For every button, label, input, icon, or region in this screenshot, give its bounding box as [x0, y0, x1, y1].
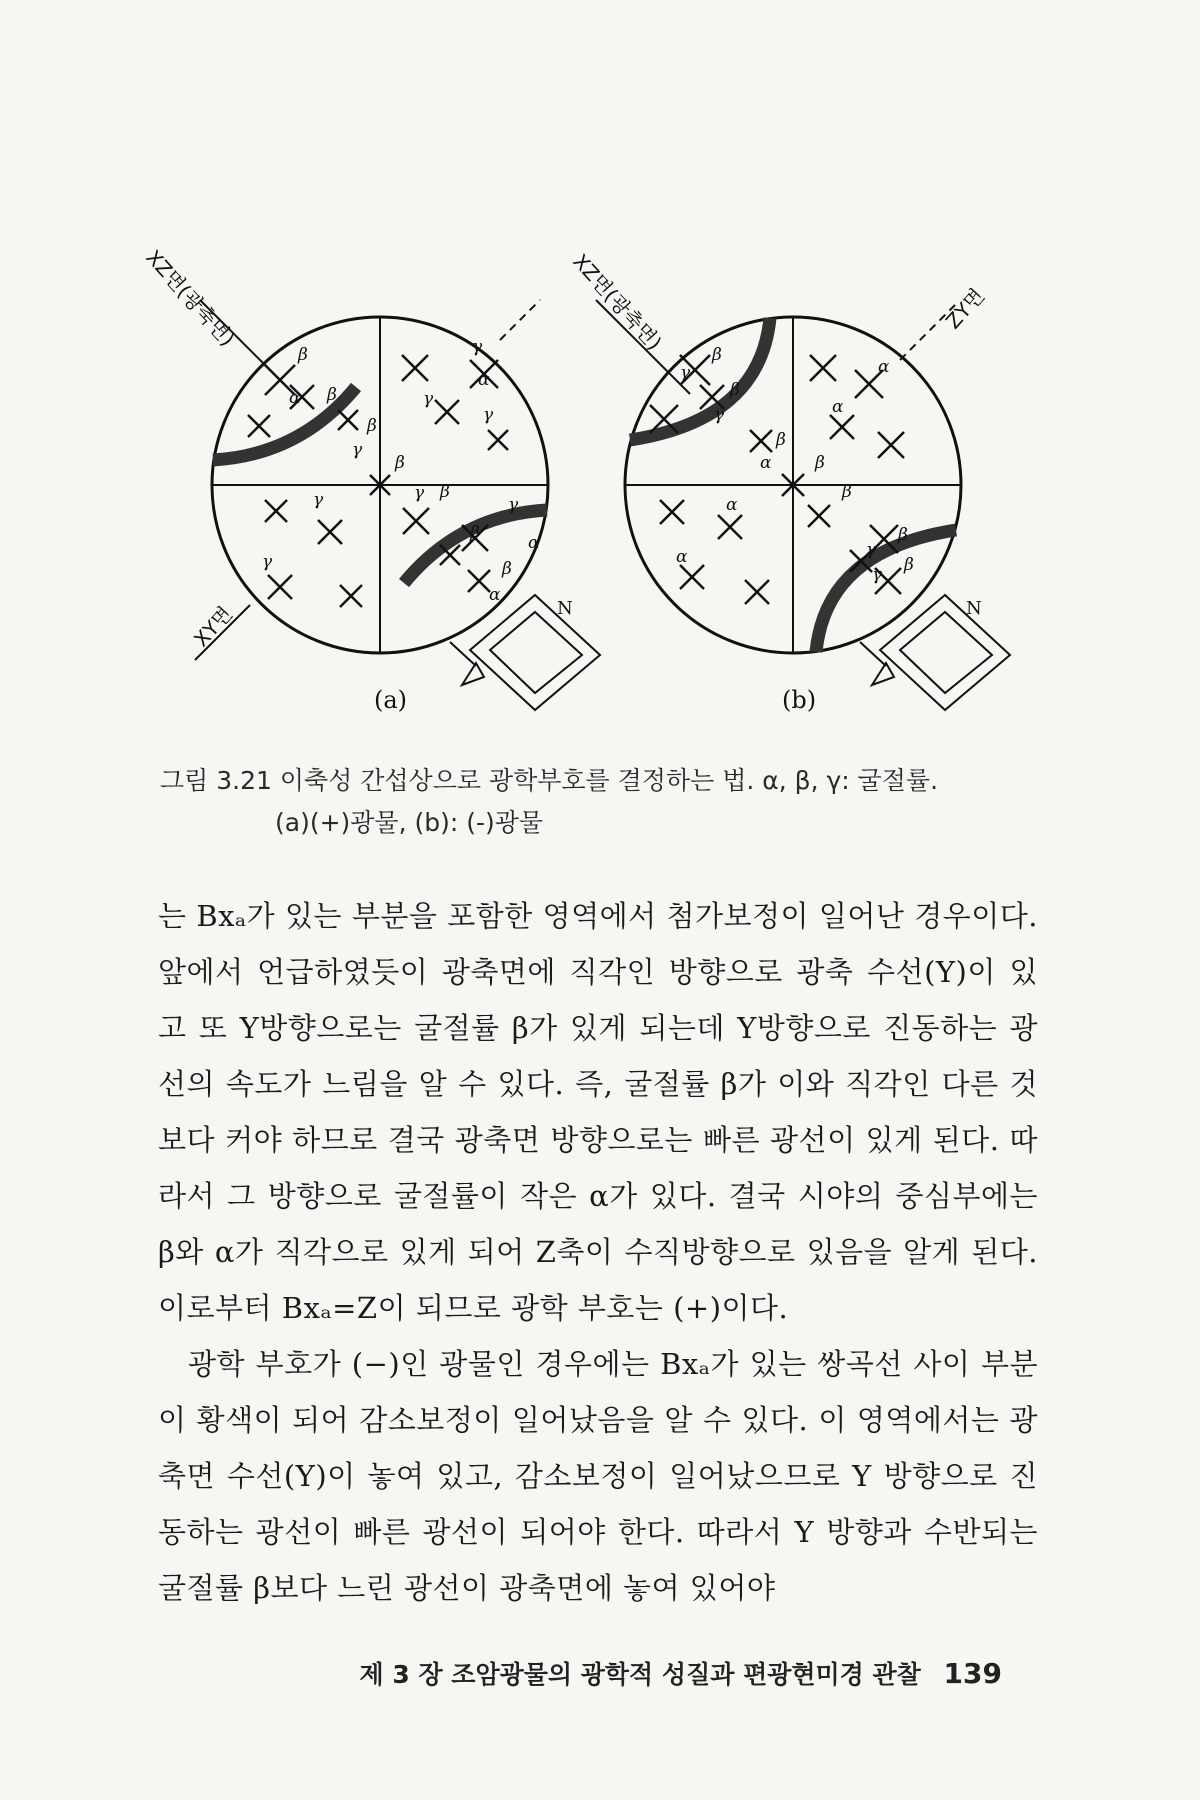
gamma-label: γ: [508, 495, 519, 515]
paragraph: 는 Bxₐ가 있는 부분을 포함한 영역에서 첨가보정이 일어난 경우이다. 앞에서 언급하였듯이 광축면에 직각인 방향으로 광축 수선(Y)이 있고 또 Y방향으로는 굴절률 β가 있게 되는데 Y방향으로 진동하는 광선의 속도가 느림을 알 수 있다. 즉, 굴절률 β가 이와 직각인 다른 것보다 커야 하므로 결국 광축면 방향으로는 빠른 광선이 있게 된다. 따라서 그 방향으로 굴절률이 작은 α가 있다. 결국 시야의 중심부에는 β와 α가 직각으로 있게 되어 Z축이 수직방향으로 있음을 알게 된다. 이로부터 Bxₐ=Z이 되므로 광학 부호는 (+)이다.: [158, 899, 1038, 1325]
panel-a-greek: [262, 337, 540, 605]
compass-label-b: N: [966, 598, 982, 619]
alpha-label: α: [478, 370, 490, 390]
beta-label: β: [842, 482, 852, 502]
panel-b-label: (b): [782, 686, 817, 714]
beta-label: β: [395, 453, 405, 473]
panel-a: [195, 300, 600, 710]
gamma-label: γ: [423, 389, 434, 409]
gamma-label: γ: [352, 440, 363, 460]
beta-label: β: [815, 453, 825, 473]
alpha-label: α: [726, 495, 738, 515]
beta-label: β: [776, 430, 786, 450]
xy-plane-label-a: XY면: [188, 601, 237, 652]
figure-3-21: [0, 0, 1200, 760]
gamma-label: γ: [714, 405, 725, 425]
page-number: 139: [943, 1657, 1002, 1690]
compass-label-a: N: [557, 598, 573, 619]
caption-line-2: (a)(+)광물, (b): (-)광물: [275, 808, 544, 837]
gamma-label: γ: [483, 405, 494, 425]
isogyre-lower-right-a: [404, 510, 547, 583]
gamma-label: γ: [414, 483, 425, 503]
isogyre-lower-right-b: [816, 530, 956, 652]
gamma-label: γ: [262, 552, 273, 572]
beta-label: β: [730, 380, 740, 400]
figure-caption: [160, 760, 1060, 844]
gamma-label: γ: [313, 490, 324, 510]
panel-a-label: (a): [374, 686, 408, 714]
beta-label: β: [502, 559, 512, 579]
running-chapter-title: 제 3 장 조암광물의 광학적 성질과 편광현미경 관찰: [359, 1660, 921, 1689]
xz-plane-label-b: XZ면(광축면): [568, 249, 667, 355]
gamma-label: γ: [866, 540, 877, 560]
body-text: [158, 888, 1038, 1616]
gamma-label: γ: [472, 337, 483, 357]
beta-label: β: [440, 482, 450, 502]
alpha-label: α: [832, 397, 844, 417]
beta-label: β: [470, 523, 480, 543]
alpha-label: α: [676, 547, 688, 567]
alpha-label: α: [289, 388, 301, 408]
paragraph: 광학 부호가 (−)인 광물인 경우에는 Bxₐ가 있는 쌍곡선 사이 부분이 황색이 되어 감소보정이 일어났음을 알 수 있다. 이 영역에서는 광축면 수선(Y)이 놓여 있고, 감소보정이 일어났으므로 Y 방향으로 진동하는 광선이 빠른 광선이 되어야 한다. 따라서 Y 방향과 수반되는 굴절률 β보다 느린 광선이 광축면에 놓여 있어야: [158, 1347, 1038, 1605]
alpha-label: α: [489, 585, 501, 605]
beta-label: β: [712, 345, 722, 365]
gamma-label: γ: [680, 363, 691, 383]
gamma-label: γ: [872, 565, 883, 585]
compass-block-b: [860, 595, 1010, 710]
beta-label: β: [298, 345, 308, 365]
alpha-label: α: [760, 453, 772, 473]
alpha-label: α: [878, 357, 890, 377]
beta-label: β: [367, 416, 377, 436]
caption-line-1: 그림 3.21 이축성 간섭상으로 광학부호를 결정하는 법. α, β, γ: 굴절률.: [160, 766, 939, 795]
panel-b: [596, 300, 1010, 710]
zy-plane-label-b: ZY면: [940, 283, 989, 334]
beta-label: β: [898, 525, 908, 545]
page-footer: [360, 1655, 1003, 1691]
vibration-crosses-a: [248, 355, 508, 607]
xz-plane-label-a: XZ면(광축면): [141, 245, 240, 351]
compass-block-a: [450, 595, 600, 710]
beta-label: β: [904, 555, 914, 575]
alpha-label: α: [528, 533, 540, 553]
beta-label: β: [327, 385, 337, 405]
xz-trace-dashed-a: [500, 300, 540, 340]
